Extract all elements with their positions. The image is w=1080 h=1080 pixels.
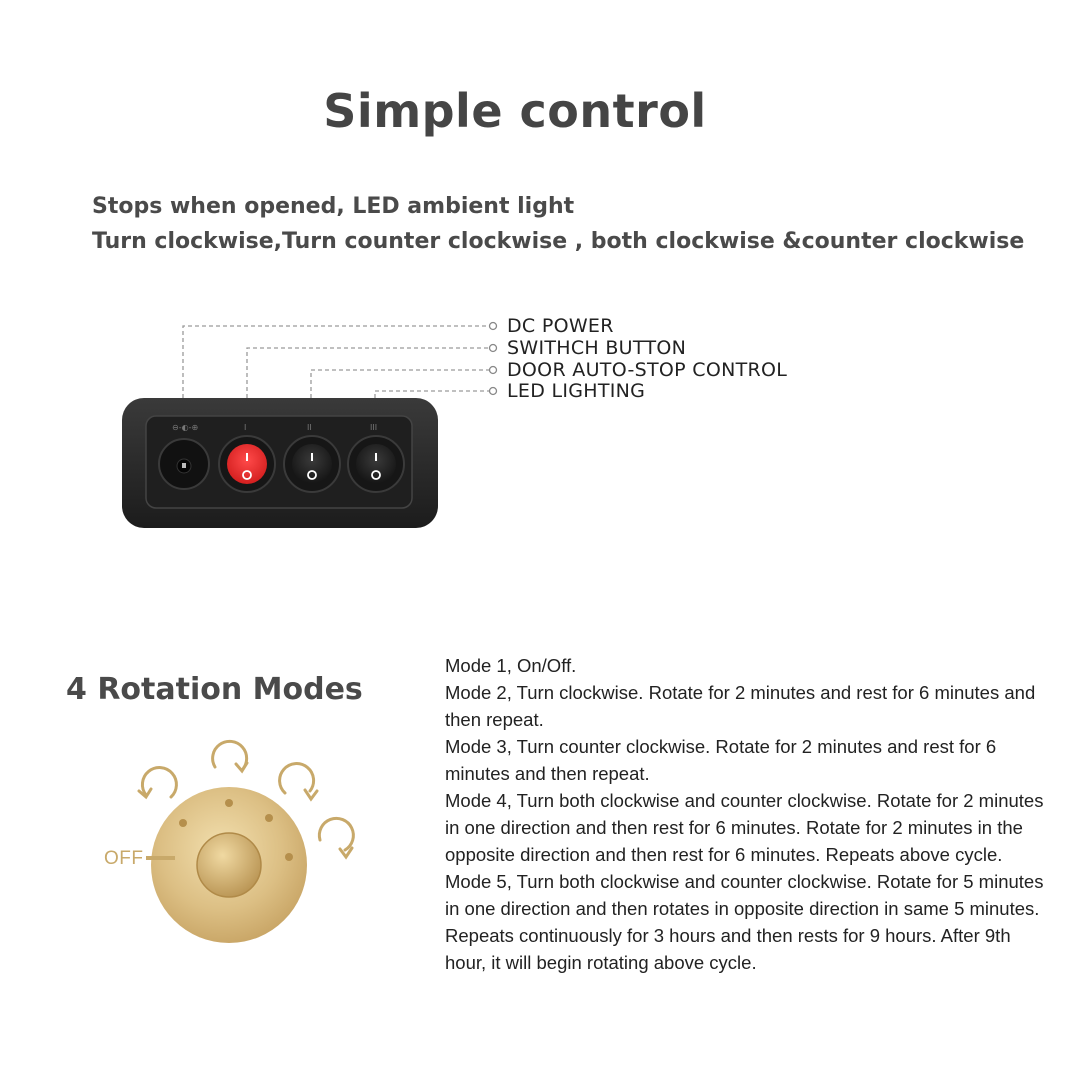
knob-off-label: OFF bbox=[104, 848, 144, 869]
mode-1-text: Mode 1, On/Off. bbox=[445, 655, 577, 676]
rotation-knob-illustration bbox=[0, 720, 420, 960]
rotation-modes-description bbox=[445, 652, 1055, 976]
off-marker bbox=[146, 856, 175, 860]
mode-4-text: Mode 4, Turn both clockwise and counter clockwise. Rotate for 2 minutes in one direction and then rest for 6 minutes. Rotate for 2 minutes in the opposite direction and then rest for 6 minutes. Repeats above cycle. bbox=[445, 790, 1044, 865]
svg-text:II: II bbox=[307, 423, 312, 432]
mode-2-text: Mode 2, Turn clockwise. Rotate for 2 minutes and rest for 6 minutes and then repeat. bbox=[445, 682, 1036, 730]
svg-text:I: I bbox=[244, 423, 247, 432]
callout-dots bbox=[490, 323, 497, 395]
callout-lines bbox=[183, 326, 489, 398]
svg-text:III: III bbox=[370, 423, 378, 432]
page-title: Simple control bbox=[323, 84, 707, 138]
subtitle-features: Stops when opened, LED ambient light bbox=[92, 194, 575, 219]
callout-switch-button: SWITHCH BUTTON bbox=[507, 337, 687, 359]
svg-text:⊖-◐-⊕: ⊖-◐-⊕ bbox=[172, 423, 199, 432]
callout-led-lighting: LED LIGHTING bbox=[507, 380, 646, 402]
callout-dc-power: DC POWER bbox=[507, 315, 614, 337]
callout-door-auto-stop: DOOR AUTO-STOP CONTROL bbox=[507, 359, 788, 381]
rotation-modes-heading: 4 Rotation Modes bbox=[66, 672, 363, 707]
subtitle-directions: Turn clockwise,Turn counter clockwise , both clockwise &counter clockwise bbox=[92, 229, 1025, 254]
mode-5-text: Mode 5, Turn both clockwise and counter clockwise. Rotate for 5 minutes in one direction and then rotates in opposite direction in same 5 minutes. Repeats continuously for 3 hours and then rests for 9 hours. After 9th hour, it will begin rotating above cycle. bbox=[445, 871, 1044, 973]
mode-3-text: Mode 3, Turn counter clockwise. Rotate for 2 minutes and rest for 6 minutes and then repeat. bbox=[445, 736, 997, 784]
knob-center bbox=[197, 833, 261, 897]
